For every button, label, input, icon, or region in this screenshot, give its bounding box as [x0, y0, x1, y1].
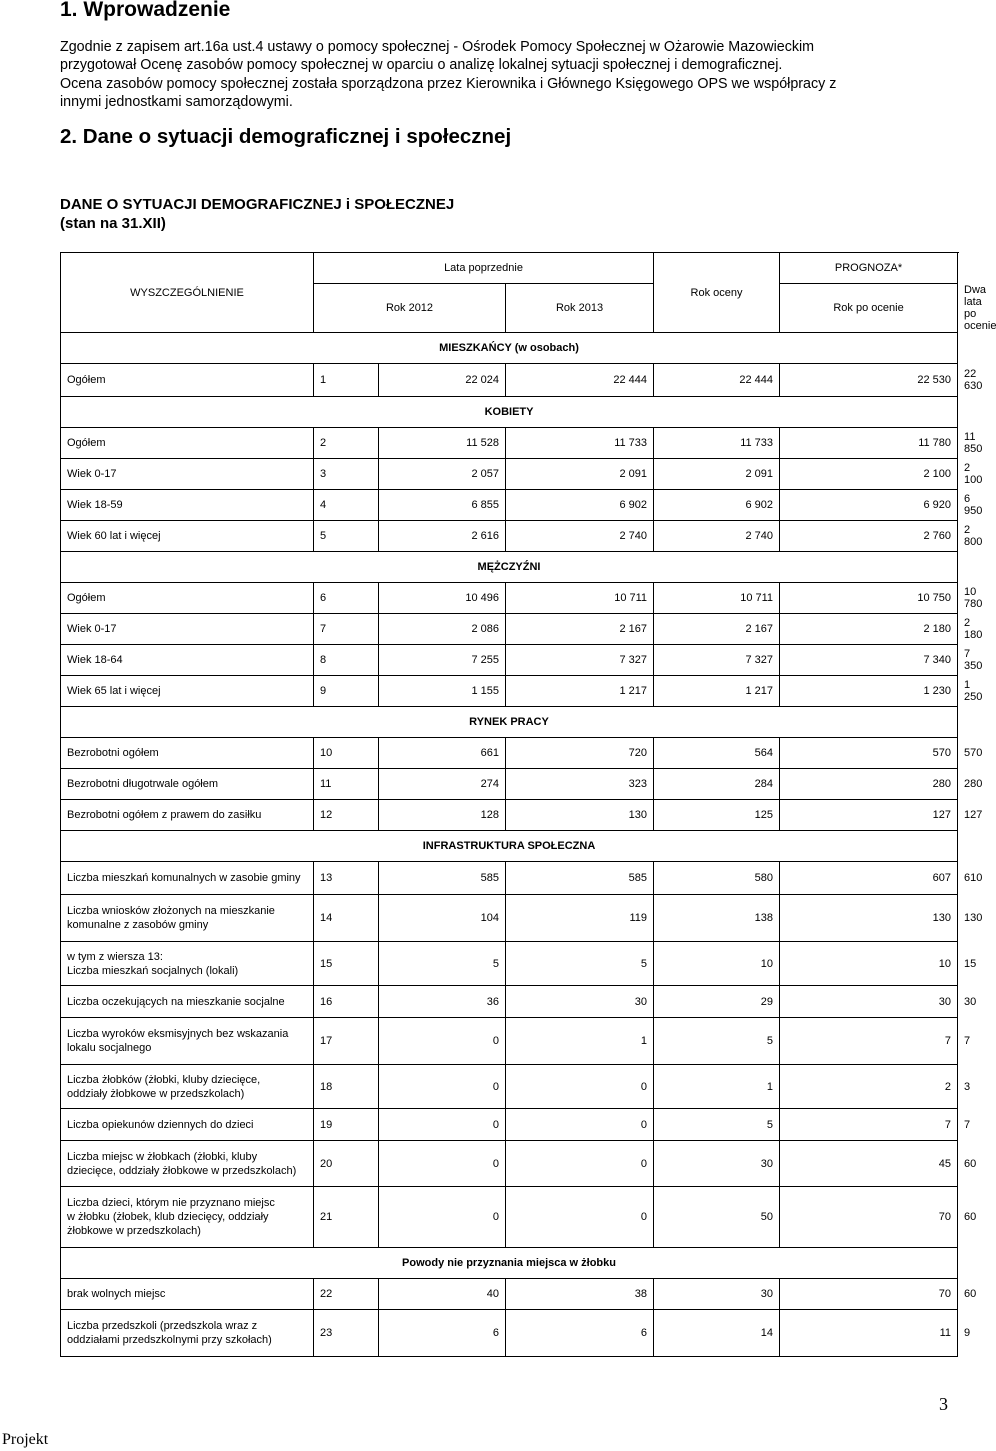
row-label-line: dziecięce, oddziały żłobkowe w przedszkolach) [67, 1164, 297, 1177]
value-rok-oceny: 7 327 [654, 645, 780, 676]
value-rok-oceny: 564 [654, 738, 780, 769]
row-label-line: Liczba mieszkań komunalnych w zasobie gminy [67, 872, 301, 884]
value-rok-2013: 0 [506, 1065, 654, 1109]
header-rok-2012: Rok 2012 [314, 284, 506, 333]
row-label [61, 800, 314, 831]
value-rok-po-ocenie: 2 [780, 1065, 958, 1109]
value-rok-2012: 0 [379, 1018, 506, 1065]
table-row: Liczba opiekunów dziennych do dzieci 19 0 0 5 7 7 [61, 1109, 958, 1141]
row-label [61, 1141, 314, 1187]
row-number: 13 [314, 862, 379, 895]
value-rok-oceny: 284 [654, 769, 780, 800]
row-number: 22 [314, 1279, 379, 1310]
row-label [61, 986, 314, 1018]
value-rok-2013: 0 [506, 1187, 654, 1248]
section-2-title: 2. Dane o sytuacji demograficznej i społecznej [60, 125, 512, 148]
row-label-line: w żłobku (żłobek, klub dziecięcy, oddziały [67, 1211, 269, 1223]
row-label-line: Liczba wyroków eksmisyjnych bez wskazania [67, 1028, 289, 1040]
intro-line: innymi jednostkami samorządowymi. [60, 93, 293, 110]
value-rok-2013: 323 [506, 769, 654, 800]
value-rok-po-ocenie: 7 340 [780, 645, 958, 676]
value-rok-oceny: 30 [654, 1279, 780, 1310]
row-label [61, 521, 314, 552]
value-rok-2013: 585 [506, 862, 654, 895]
value-rok-po-ocenie: 2 760 [780, 521, 958, 552]
table-row: Wiek 18-64 8 7 255 7 327 7 327 7 340 7 350 [61, 645, 958, 676]
value-rok-oceny: 125 [654, 800, 780, 831]
header-rok-2013: Rok 2013 [506, 284, 654, 333]
value-rok-2013: 6 902 [506, 490, 654, 521]
table-row: Ogółem 6 10 496 10 711 10 711 10 750 10 780 [61, 583, 958, 614]
value-rok-2012: 40 [379, 1279, 506, 1310]
row-label [61, 862, 314, 895]
row-label-line: Liczba opiekunów dziennych do dzieci [67, 1118, 254, 1131]
row-number: 17 [314, 1018, 379, 1065]
value-rok-2012: 5 [379, 942, 506, 986]
intro-line: przygotował Ocenę zasobów pomocy społecznej w oparciu o analizę lokalnej sytuacji społecznej i demograficznej. [60, 57, 783, 74]
value-rok-oceny: 14 [654, 1310, 780, 1357]
table-row: Liczba mieszkań komunalnych w zasobie gminy 13 585 585 580 607 610 [61, 862, 958, 895]
row-number: 1 [314, 364, 379, 397]
value-rok-2013: 130 [506, 800, 654, 831]
section-header-row [61, 707, 958, 738]
value-rok-po-ocenie: 30 [780, 986, 958, 1018]
table-title-line-2: (stan na 31.XII) [60, 215, 166, 232]
value-rok-2012: 10 496 [379, 583, 506, 614]
table-row: w tym z wiersza 13: Liczba mieszkań socjalnych (lokali) 15 5 5 10 10 15 [61, 942, 958, 986]
header-wyszczegolnienie: WYSZCZEGÓLNIENIE [61, 253, 314, 333]
value-rok-oceny: 2 167 [654, 614, 780, 645]
table-row: Liczba wniosków złożonych na mieszkanie komunalne z zasobów gminy 14 104 119 138 130 130 [61, 895, 958, 942]
row-number: 11 [314, 769, 379, 800]
intro-line: Zgodnie z zapisem art.16a ust.4 ustawy o pomocy społecznej - Ośrodek Pomocy Społecznej w Ożarowie Mazowieckim [60, 39, 815, 55]
value-rok-po-ocenie: 2 100 [780, 459, 958, 490]
table-row: Bezrobotni ogółem z prawem do zasiłku 12 128 130 125 127 127 [61, 800, 958, 831]
row-label-line: Wiek 0-17 [67, 623, 117, 635]
section-header-row [61, 397, 958, 428]
section-title: INFRASTRUKTURA SPOŁECZNA [61, 831, 958, 862]
value-rok-po-ocenie: 11 [780, 1310, 958, 1357]
value-rok-po-ocenie: 607 [780, 862, 958, 895]
row-number: 18 [314, 1065, 379, 1109]
table-row: Wiek 60 lat i więcej 5 2 616 2 740 2 740 2 760 2 800 [61, 521, 958, 552]
value-rok-2012: 6 [379, 1310, 506, 1357]
value-rok-2012: 274 [379, 769, 506, 800]
value-rok-2013: 5 [506, 942, 654, 986]
row-label [61, 1187, 314, 1248]
row-number: 5 [314, 521, 379, 552]
row-label-line: komunalne z zasobów gminy [67, 919, 209, 931]
table-row: brak wolnych miejsc 22 40 38 30 70 60 [61, 1279, 958, 1310]
value-rok-po-ocenie: 70 [780, 1187, 958, 1248]
value-rok-po-ocenie: 7 [780, 1018, 958, 1065]
row-label-line: Bezrobotni ogółem [67, 747, 159, 759]
row-label-line: Wiek 18-59 [67, 499, 123, 511]
section-title: MĘŻCZYŹNI [61, 552, 958, 583]
row-number: 15 [314, 942, 379, 986]
value-rok-po-ocenie: 10 [780, 942, 958, 986]
row-number: 7 [314, 614, 379, 645]
value-rok-2013: 1 217 [506, 676, 654, 707]
value-rok-oceny: 2 091 [654, 459, 780, 490]
row-label [61, 1279, 314, 1310]
value-rok-2012: 128 [379, 800, 506, 831]
row-number: 10 [314, 738, 379, 769]
value-rok-po-ocenie: 1 230 [780, 676, 958, 707]
value-rok-2012: 22 024 [379, 364, 506, 397]
row-number: 8 [314, 645, 379, 676]
value-rok-2013: 119 [506, 895, 654, 942]
value-rok-2012: 6 855 [379, 490, 506, 521]
row-label-line: Wiek 18-64 [67, 654, 123, 666]
table-title-line-1: DANE O SYTUACJI DEMOGRAFICZNEJ i SPOŁECZNEJ [60, 196, 455, 213]
page-number: 3 [939, 1394, 948, 1414]
section-header-row [61, 333, 958, 364]
section-1-title: 1. Wprowadzenie [60, 0, 231, 21]
row-label-line: Wiek 65 lat i więcej [67, 685, 161, 697]
value-rok-2013: 38 [506, 1279, 654, 1310]
row-label [61, 1018, 314, 1065]
section-title: MIESZKAŃCY (w osobach) [61, 333, 958, 364]
value-rok-oceny: 1 [654, 1065, 780, 1109]
row-number: 6 [314, 583, 379, 614]
value-rok-2012: 2 057 [379, 459, 506, 490]
row-number: 9 [314, 676, 379, 707]
table-row: Ogółem 1 22 024 22 444 22 444 22 530 22 630 [61, 364, 958, 397]
value-rok-oceny: 5 [654, 1109, 780, 1141]
table-row: Liczba dzieci, którym nie przyznano miejsc w żłobku (żłobek, klub dziecięcy, oddziały żłobkowe w przedszkolach) 21 0 0 50 70 60 [61, 1187, 958, 1248]
value-rok-2013: 720 [506, 738, 654, 769]
intro-line: Ocena zasobów pomocy społecznej została sporządzona przez Kierownika i Głównego Księgowego OPS we współpracy z [60, 75, 837, 92]
value-rok-2012: 661 [379, 738, 506, 769]
value-rok-2012: 2 616 [379, 521, 506, 552]
value-rok-oceny: 10 711 [654, 583, 780, 614]
table-row: Bezrobotni długotrwale ogółem 11 274 323 284 280 280 [61, 769, 958, 800]
section-header-row [61, 1248, 958, 1279]
row-label [61, 738, 314, 769]
header-rok-oceny: Rok oceny [654, 253, 780, 333]
value-rok-oceny: 11 733 [654, 428, 780, 459]
section-title: KOBIETY [61, 397, 958, 428]
row-label-line: Wiek 0-17 [67, 468, 117, 480]
table-row: Liczba wyroków eksmisyjnych bez wskazania lokalu socjalnego 17 0 1 5 7 7 [61, 1018, 958, 1065]
row-label [61, 428, 314, 459]
row-label-line: Ogółem [67, 374, 106, 386]
row-label [61, 645, 314, 676]
section-title: Powody nie przyznania miejsca w żłobku [61, 1248, 958, 1279]
row-label [61, 676, 314, 707]
value-rok-2013: 0 [506, 1109, 654, 1141]
value-rok-oceny: 5 [654, 1018, 780, 1065]
row-label [61, 769, 314, 800]
value-rok-2012: 0 [379, 1065, 506, 1109]
row-label [61, 895, 314, 942]
row-number: 12 [314, 800, 379, 831]
header-prognoza: PROGNOZA* [780, 253, 958, 284]
value-rok-2013: 30 [506, 986, 654, 1018]
row-label-line: Liczba mieszkań socjalnych (lokali) [67, 964, 239, 977]
value-rok-po-ocenie: 10 750 [780, 583, 958, 614]
value-rok-po-ocenie: 7 [780, 1109, 958, 1141]
value-rok-po-ocenie: 22 530 [780, 364, 958, 397]
row-label-line: lokalu socjalnego [67, 1042, 152, 1054]
value-rok-2012: 585 [379, 862, 506, 895]
row-number: 3 [314, 459, 379, 490]
value-rok-po-ocenie: 6 920 [780, 490, 958, 521]
value-rok-2013: 7 327 [506, 645, 654, 676]
table-row: Liczba przedszkoli (przedszkola wraz z oddziałami przedszkolnymi przy szkołach) 23 6 6 14 11 9 [61, 1310, 958, 1357]
table-row: Bezrobotni ogółem 10 661 720 564 570 570 [61, 738, 958, 769]
table-title [60, 195, 454, 233]
value-rok-po-ocenie: 70 [780, 1279, 958, 1310]
row-number: 21 [314, 1187, 379, 1248]
value-rok-oceny: 29 [654, 986, 780, 1018]
row-number: 14 [314, 895, 379, 942]
footer-label: Projekt [2, 1431, 49, 1448]
value-rok-2013: 2 091 [506, 459, 654, 490]
value-rok-oceny: 6 902 [654, 490, 780, 521]
row-label-line: Liczba oczekujących na mieszkanie socjalne [67, 995, 285, 1008]
section-header-row [61, 831, 958, 862]
row-label-line: Liczba dzieci, którym nie przyznano miejsc [67, 1197, 275, 1209]
row-label-line: Wiek 60 lat i więcej [67, 530, 161, 542]
value-rok-2013: 6 [506, 1310, 654, 1357]
row-label-line: brak wolnych miejsc [67, 1288, 166, 1300]
row-number: 19 [314, 1109, 379, 1141]
value-rok-2013: 22 444 [506, 364, 654, 397]
row-number: 4 [314, 490, 379, 521]
value-rok-po-ocenie: 127 [780, 800, 958, 831]
value-rok-2013: 10 711 [506, 583, 654, 614]
row-label [61, 1065, 314, 1109]
row-label-line: Liczba miejsc w żłobkach (żłobki, kluby [67, 1150, 258, 1163]
row-label [61, 1310, 314, 1357]
row-label [61, 1109, 314, 1141]
row-label [61, 459, 314, 490]
value-rok-po-ocenie: 570 [780, 738, 958, 769]
value-rok-oceny: 50 [654, 1187, 780, 1248]
table-row: Wiek 0-17 3 2 057 2 091 2 091 2 100 2 100 [61, 459, 958, 490]
section-header-row [61, 552, 958, 583]
row-label-line: Bezrobotni długotrwale ogółem [67, 778, 219, 790]
value-rok-2013: 0 [506, 1141, 654, 1187]
value-rok-2012: 0 [379, 1141, 506, 1187]
value-rok-oceny: 580 [654, 862, 780, 895]
row-label-line: Bezrobotni ogółem z prawem do zasiłku [67, 809, 262, 821]
value-rok-2013: 2 167 [506, 614, 654, 645]
row-label-line: Ogółem [67, 437, 106, 449]
header-lata-poprzednie: Lata poprzednie [314, 253, 654, 284]
row-label [61, 583, 314, 614]
row-number: 20 [314, 1141, 379, 1187]
value-rok-po-ocenie: 280 [780, 769, 958, 800]
row-number: 16 [314, 986, 379, 1018]
value-rok-2012: 7 255 [379, 645, 506, 676]
row-number: 2 [314, 428, 379, 459]
value-rok-oceny: 138 [654, 895, 780, 942]
table-row: Wiek 0-17 7 2 086 2 167 2 167 2 180 2 180 [61, 614, 958, 645]
intro-paragraph [60, 38, 955, 111]
row-label [61, 942, 314, 986]
value-rok-2012: 2 086 [379, 614, 506, 645]
row-label-line: w tym z wiersza 13: [67, 950, 163, 963]
row-label [61, 614, 314, 645]
table-row: Liczba żłobków (żłobki, kluby dziecięce, oddziały żłobkowe w przedszkolach) 18 0 0 1 2 3 [61, 1065, 958, 1109]
table-row: Ogółem 2 11 528 11 733 11 733 11 780 11 850 [61, 428, 958, 459]
table-row: Wiek 18-59 4 6 855 6 902 6 902 6 920 6 950 [61, 490, 958, 521]
value-rok-2012: 1 155 [379, 676, 506, 707]
value-rok-oceny: 1 217 [654, 676, 780, 707]
value-rok-2012: 104 [379, 895, 506, 942]
row-label-line: Ogółem [67, 592, 106, 604]
value-rok-oceny: 30 [654, 1141, 780, 1187]
value-rok-2013: 11 733 [506, 428, 654, 459]
table-row: Liczba miejsc w żłobkach (żłobki, kluby dziecięce, oddziały żłobkowe w przedszkolach) 20 0 0 30 45 60 [61, 1141, 958, 1187]
row-label-line: oddziały żłobkowe w przedszkolach) [67, 1087, 245, 1100]
row-label-line: Liczba przedszkoli (przedszkola wraz z [67, 1320, 258, 1332]
table-body [61, 333, 983, 1357]
value-rok-2012: 36 [379, 986, 506, 1018]
row-label-line: oddziałami przedszkolnymi przy szkołach) [67, 1334, 272, 1346]
value-rok-oceny: 2 740 [654, 521, 780, 552]
value-rok-po-ocenie: 130 [780, 895, 958, 942]
row-number: 23 [314, 1310, 379, 1357]
value-rok-2012: 0 [379, 1187, 506, 1248]
value-rok-po-ocenie: 45 [780, 1141, 958, 1187]
value-rok-oceny: 10 [654, 942, 780, 986]
value-rok-2013: 1 [506, 1018, 654, 1065]
value-rok-oceny: 22 444 [654, 364, 780, 397]
header-rok-po-ocenie: Rok po ocenie [780, 284, 958, 333]
value-rok-2012: 11 528 [379, 428, 506, 459]
section-title: RYNEK PRACY [61, 707, 958, 738]
row-label-line: Liczba żłobków (żłobki, kluby dziecięce, [67, 1073, 261, 1086]
value-rok-po-ocenie: 11 780 [780, 428, 958, 459]
value-rok-2012: 0 [379, 1109, 506, 1141]
row-label-line: Liczba wniosków złożonych na mieszkanie [67, 905, 275, 917]
row-label [61, 364, 314, 397]
value-rok-po-ocenie: 2 180 [780, 614, 958, 645]
value-rok-2013: 2 740 [506, 521, 654, 552]
demographic-table: WYSZCZEGÓLNIENIE Lata poprzednie Rok oceny PROGNOZA* Rok 2012 Rok 2013 Rok po ocenie Dwa lata po ocenie MIESZKAŃCY (w osobach) Ogółem 1 22 024 22 444 22 444 22 530 22 630 KOBIETY Ogółem 2 11 528 11 733 11 733 11 780 11 850 Wiek 0-17 3 2 057 2 091 2 091 2 100 2 100 Wiek 18-59 4 6 855 6 902 6 902 6 920 6 950 Wiek 60 lat i więcej 5 2 616 2 740 2 740 2 760 2 800 MĘŻCZYŹNI Ogółem 6 10 496 10 711 10 711 10 750 10 780 Wiek 0-17 7 2 086 2 167 2 167 2 180 2 180 Wiek 18-64 8 7 255 7 327 7 327 7 340 7 350 Wiek 65 lat i więcej 9 1 155 1 217 1 217 1 230 1 250 RYNEK PRACY Bezrobotni ogółem 10 661 720 564 570 570 Bezrobotni długotrwale ogółem 11 274 323 284 280 280 Bezrobotni ogółem z prawem do zasiłku 12 128 130 125 127 127 INFRASTRUKTURA SPOŁECZNA Liczba mieszkań komunalnych w zasobie gminy 13 585 585 580 607 610 Liczba wniosków złożonych na mieszkanie komunalne z zasobów gminy 14 104 119 138 130 130 w tym z wiersza 13: Liczba mieszkań socjalnych (lokali) 15 5 5 10 10 15 Liczba oczekujących na mieszkanie socjalne 16 36 30 29 30 30 Liczba wyroków eksmisyjnych bez wskazania lokalu socjalnego 17 0 1 5 7 7 Liczba żłobków (żłobki, kluby dziecięce, oddziały żłobkowe w przedszkolach) 18 0 0 1 2 3 Liczba opiekunów dziennych do dzieci 19 0 0 5 7 7 Liczba miejsc w żłobkach (żłobki, kluby dziecięce, oddziały żłobkowe w przedszkolach) 20 0 0 30 45 60 Liczba dzieci, którym nie przyznano miejsc w żłobku (żłobek, klub dziecięcy, oddziały żłobkowe w przedszkolach) 21 0 0 50 70 60 Powody nie przyznania miejsca w żłobku brak wolnych miejsc 22 40 38 30 70 60 Liczba przedszkoli (przedszkola wraz z oddziałami przedszkolnymi przy szkołach) 23 6 6 14 11 9 [60, 252, 958, 1357]
table-row: Wiek 65 lat i więcej 9 1 155 1 217 1 217 1 230 1 250 [61, 676, 958, 707]
row-label [61, 490, 314, 521]
row-label-line: żłobkowe w przedszkolach) [67, 1225, 201, 1237]
table-row: Liczba oczekujących na mieszkanie socjalne 16 36 30 29 30 30 [61, 986, 958, 1018]
